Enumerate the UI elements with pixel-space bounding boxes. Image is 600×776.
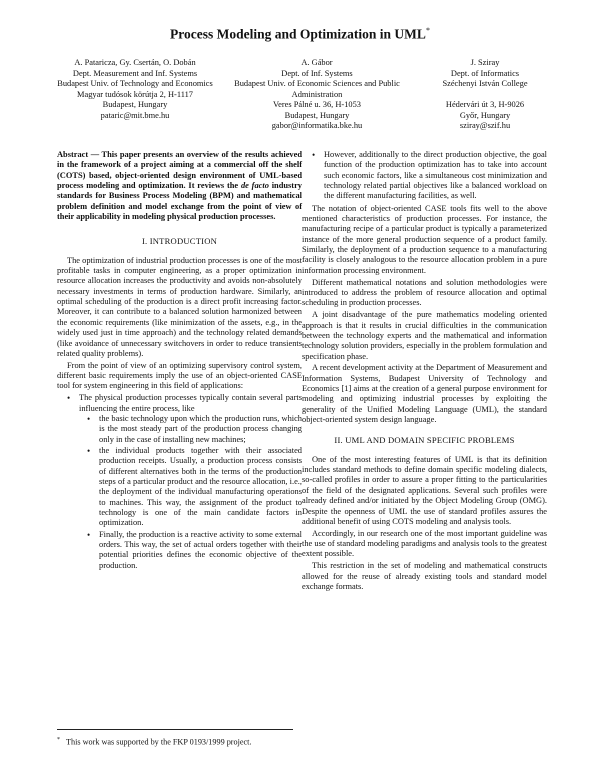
author-block <box>0 58 600 140</box>
author-names: A. Gábor <box>301 58 333 67</box>
author-email[interactable]: gabor@informatika.bke.hu <box>271 121 363 130</box>
author-city: Győr, Hungary <box>459 110 511 120</box>
paragraph: From the point of view of an optimizing supervisory control system, different basic requirements imply the use of an object-oriented CASE tool for system engineering in this field of applications: <box>57 360 302 391</box>
footnote-text: This work was supported by the FKP 0193/1999 project. <box>66 737 252 747</box>
author-city: Budapest, Hungary <box>284 110 350 120</box>
author-street: Veres Pálné u. 36, H-1053 <box>273 100 361 109</box>
footnote-divider <box>57 729 293 730</box>
title-text: Process Modeling and Optimization in UML <box>170 26 426 42</box>
author-univ: Budapest Univ. of Economic Sciences and Public Administration <box>234 79 400 99</box>
paragraph: A recent development activity at the Department of Measurement and Information Systems, Budapest University of Technology and Economics [1] aims at the creation of a general purpose environment for modeling and optimizing industrial processes by exploiting the generality of the Unified Modeling Language (UML), the standard object-oriented system design language. <box>302 363 547 425</box>
author-city: Budapest, Hungary <box>102 100 168 109</box>
author-affiliation-3 <box>410 58 560 132</box>
paragraph: This restriction in the set of modeling and mathematical constructs allowed for the reuse of already existing tools and standard model exchange formats. <box>302 561 547 591</box>
paragraph: Different mathematical notations and solution methodologies were introduced to address the problem of resource allocation and optimal scheduling in production processes. <box>302 277 547 308</box>
bullet-item <box>57 393 302 571</box>
bullet-item: • However, additionally to the direct production objective, the goal function of the production optimization has to take into account such economic factors, like a simultaneous cost minimization and technology related partial objectives like a balanced workload on the different manufacturing facilities, as well. <box>302 150 547 202</box>
left-column <box>57 150 302 573</box>
author-names: J. Sziray <box>470 58 500 67</box>
bullet-list <box>57 393 302 571</box>
author-names: A. Pataricza, Gy. Csertán, O. Dobán <box>74 58 196 67</box>
paragraph: One of the most interesting features of UML is that its definition includes standard methods to define domain specific modeling dialects, so-called profiles in order to assure a proper fitting to the particularities of the field of the designated applications. Several such profiles were already defined and/or initiated by the Object Modeling Group (OMG). Despite the openness of UML the use of standard profiles assures the additional benefit of using COTS modeling and analysis tools. <box>302 454 547 526</box>
sub-bullet-item: • the basic technology upon which the production runs, which is the most steady part of the production process changing only in the case of installing new machines; <box>79 414 302 445</box>
author-univ: Budapest Univ. of Technology and Economics <box>57 79 213 88</box>
abstract-emphasis: de facto <box>240 181 269 191</box>
author-email[interactable]: pataric@mit.bme.hu <box>100 110 170 120</box>
author-univ: Széchenyi István College <box>442 79 528 88</box>
section-heading-uml: II. UML AND DOMAIN SPECIFIC PROBLEMS <box>334 435 515 446</box>
right-column <box>302 150 547 594</box>
footnote <box>57 737 302 747</box>
author-street: Hédervári út 3, H-9026 <box>445 100 525 109</box>
paragraph: The optimization of industrial production processes is one of the most profitable tasks in computer engineering, as a proper optimization in resource allocation increases the productivity and avoids non-absolutely necessary investments in terms of production hardware. Similarly, an optimal scheduling of the production is a direct profit increasing factor. Moreover, it can contribute to a balanced solution harmonized between the economic requirements (like minimization of the assets, e.g., in the widely used just in time approach) and the technology related demands (like avoidance of unnecessary switchovers in order to reduce transients related quality problems). <box>57 255 302 358</box>
author-dept: Dept. of Inf. Systems <box>281 68 353 78</box>
sub-bullet-list <box>79 414 302 571</box>
paragraph: Accordingly, in our research one of the most important guideline was the use of standard modeling paradigms and analysis tools to the greatest extent possible. <box>302 528 547 559</box>
author-dept: Dept. Measurement and Inf. Systems <box>72 68 198 78</box>
footnote-mark: * <box>57 737 60 743</box>
paragraph: A joint disadvantage of the pure mathematics modeling oriented approach is that it results in crucial difficulties in the communication between the technology experts and the mathematical and information technology solution providers, especially in the problem formulation and specification phase. <box>302 310 547 361</box>
paper-title <box>0 26 600 43</box>
bullet-list <box>302 150 547 202</box>
author-affiliation-1 <box>50 58 220 121</box>
abstract <box>57 150 302 222</box>
section-heading-introduction: I. INTRODUCTION <box>141 236 218 247</box>
paragraph: The notation of object-oriented CASE tools fits well to the above mentioned characteristics of production processes. For instance, the manufacturing recipe of a particular product is typically a parameterized instance of the more general production sequence of a product family. Similarly, the deployment of a production sequence to a manufacturing facility is closely analogous to the resource allocation problem in a pure information processing environment. <box>302 203 547 275</box>
author-dept: Dept. of Informatics <box>450 68 520 78</box>
abstract-text-2: industry standards for Business Process Modeling (BPM) and mathematical problem definition and model exchange from the point of view of their applicability in modeling physical production processes. <box>57 181 302 222</box>
bullet-text: The physical production processes typically contain several parts influencing the entire process, like <box>79 393 302 413</box>
author-affiliation-2 <box>232 58 402 132</box>
sub-bullet-item: • Finally, the production is a reactive activity to some external orders. This way, the set of actual orders together with their potential priorities defines the economic objective of the production. <box>79 530 302 571</box>
author-street: Magyar tudósok körútja 2, H-1117 <box>77 89 193 99</box>
title-footnote-mark: * <box>425 26 430 35</box>
abstract-text-1: Abstract — This paper presents an overview of the results achieved in the framework of a project aiming at a commercial off the shelf (COTS) based, object-oriented design environment of UML-based process modeling and optimization. It reviews the <box>57 150 302 191</box>
author-email[interactable]: sziray@szif.hu <box>459 121 511 130</box>
sub-bullet-item: • the individual products together with their associated production receipts. Usually, a production process consists of different alternatives both in the terms of the production steps of a particular product and the resource allocation, i.e., the deployment of the individual manufacturing operations to machines. This way, the assignment of the product to technology is one of the main candidate factors in optimization. <box>79 446 302 529</box>
